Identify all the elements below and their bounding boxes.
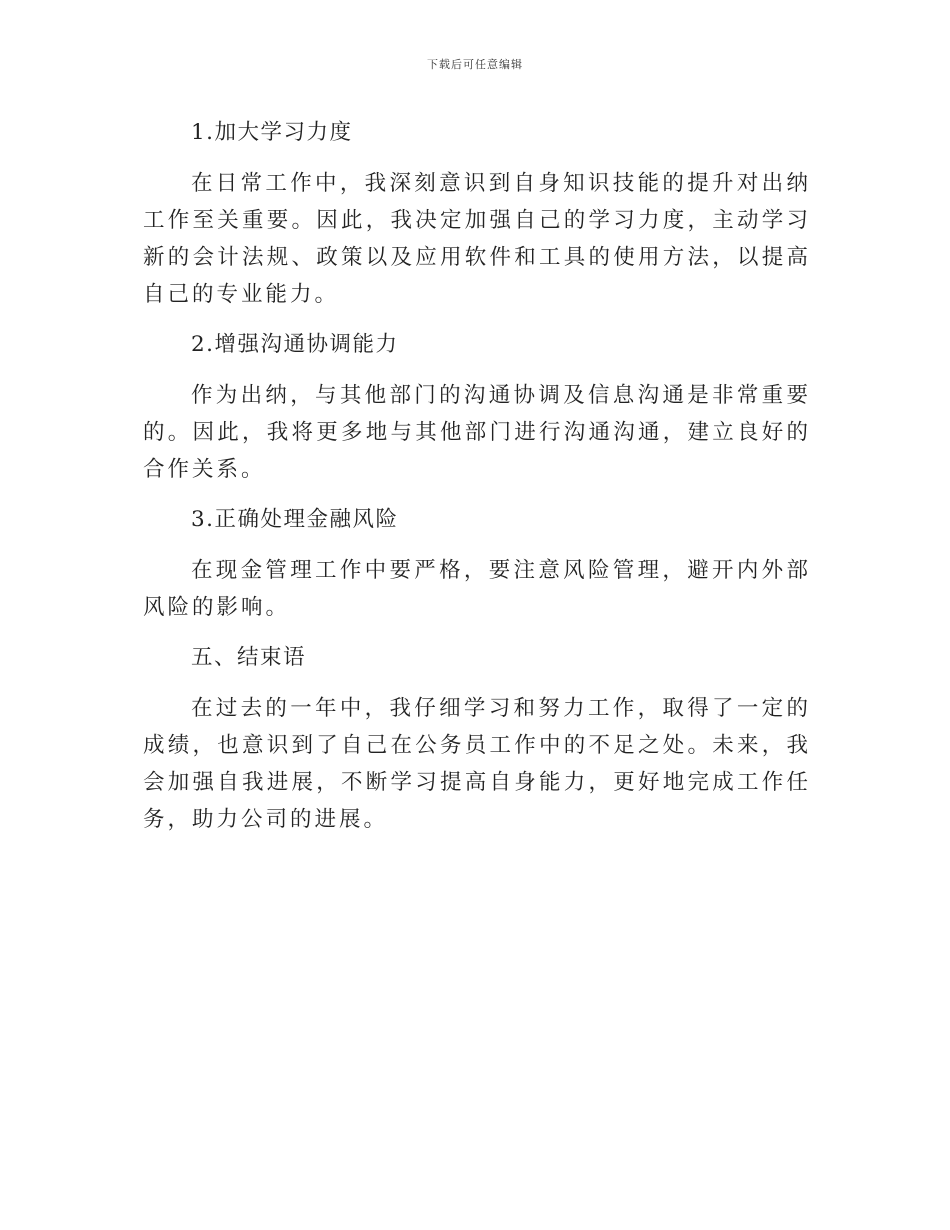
section-heading-3: 3.正确处理金融风险 — [191, 507, 399, 532]
section-paragraph-2: 作为出纳，与其他部门的沟通协调及信息沟通是非常重要的。因此，我将更多地与其他部门进行沟通沟通，建立良好的合作关系。 — [143, 383, 811, 482]
section-heading-4: 五、结束语 — [191, 645, 307, 670]
section-paragraph-4: 在过去的一年中，我仔细学习和努力工作，取得了一定的成绩，也意识到了自己在公务员工作中的不足之处。未来，我会加强自我进展，不断学习提高自身能力，更好地完成工作任务，助力公司的进展。 — [143, 696, 811, 832]
section-heading-2: 2.增强沟通协调能力 — [191, 332, 399, 357]
page-header-note: 下载后可任意编辑 — [427, 58, 523, 71]
document-body — [143, 114, 811, 851]
section-paragraph-1: 在日常工作中，我深刻意识到自身知识技能的提升对出纳工作至关重要。因此，我决定加强自己的学习力度，主动学习新的会计法规、政策以及应用软件和工具的使用方法，以提高自己的专业能力。 — [143, 171, 811, 307]
section-heading-1: 1.加大学习力度 — [191, 120, 353, 145]
section-paragraph-3: 在现金管理工作中要严格，要注意风险管理，避开内外部风险的影响。 — [143, 558, 811, 620]
